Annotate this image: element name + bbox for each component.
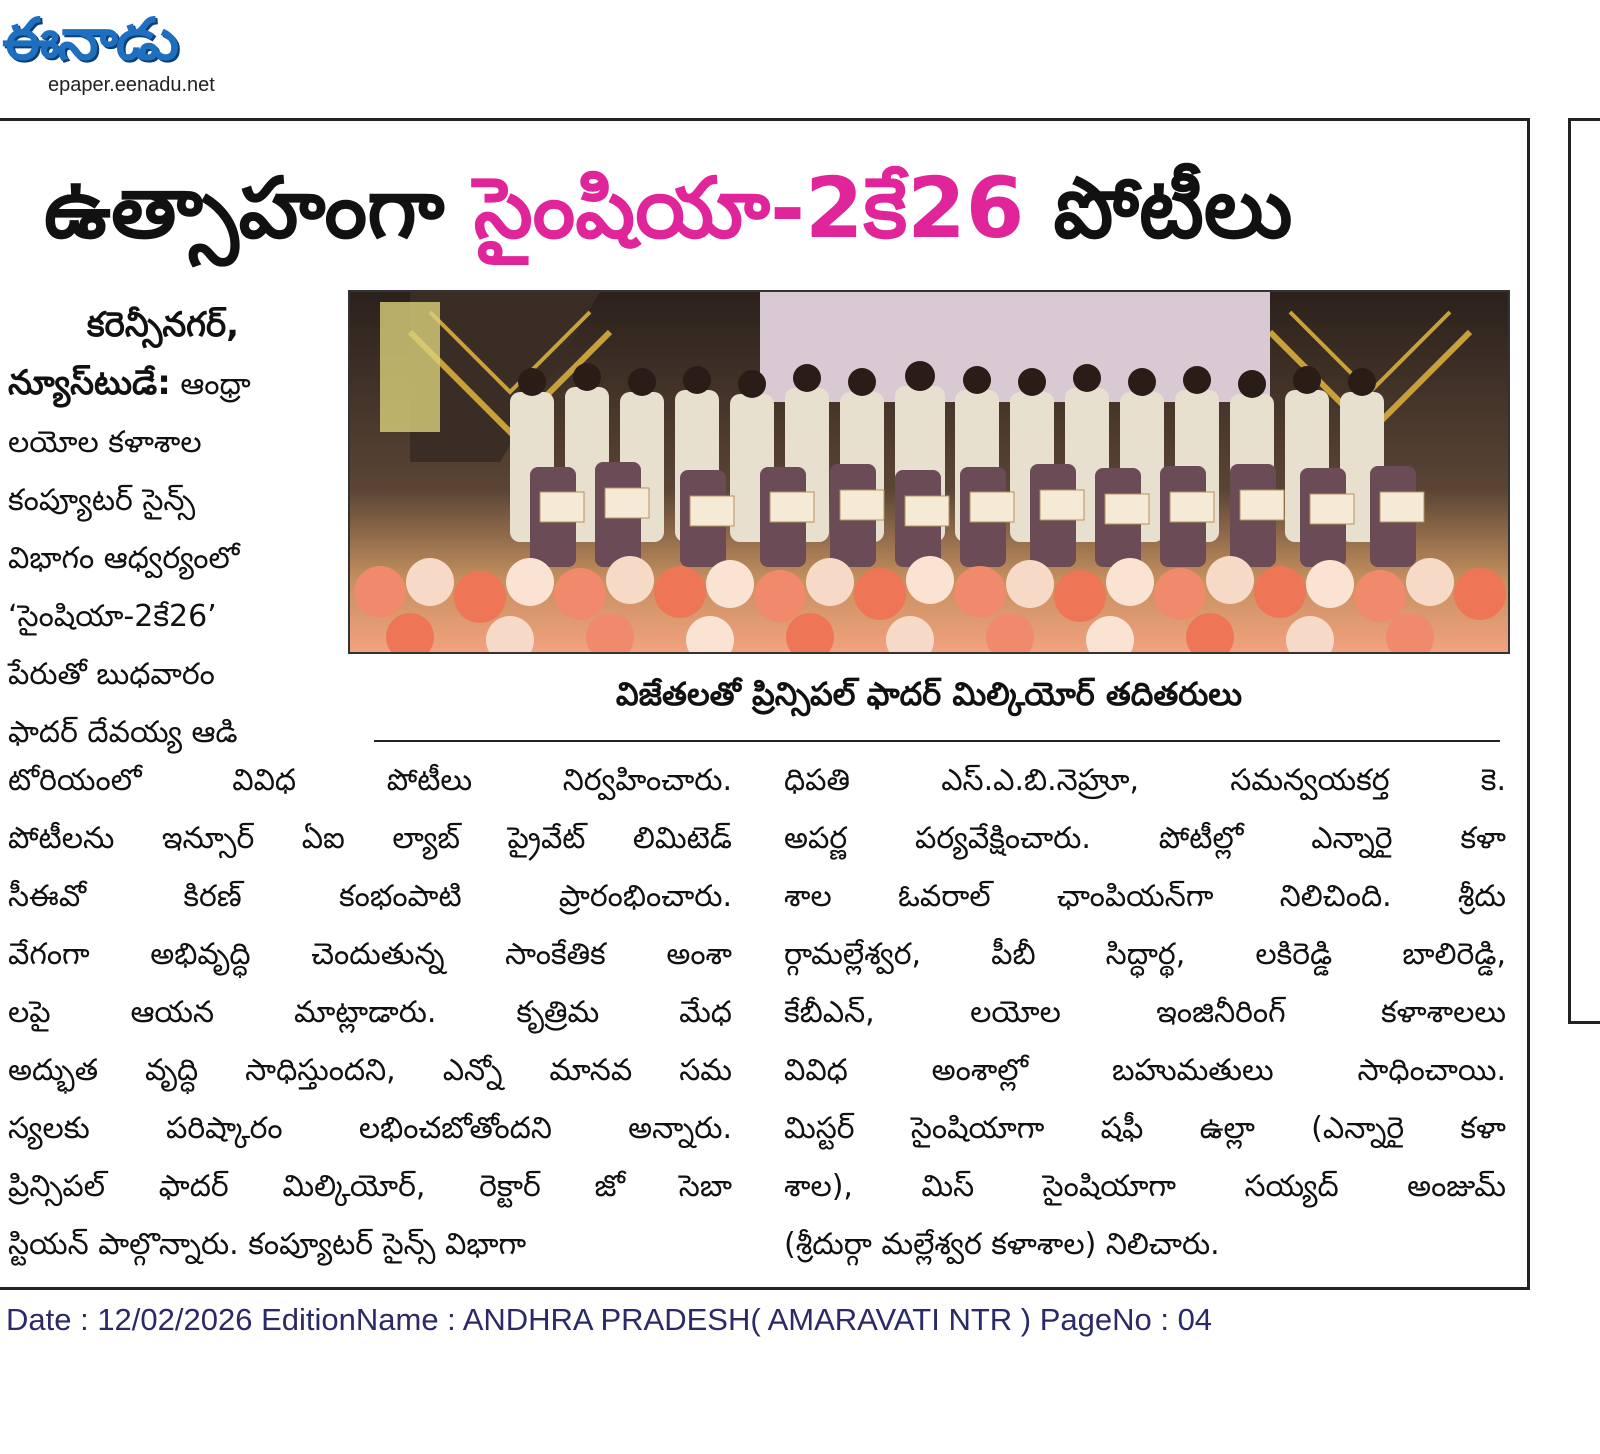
headline-part3: పోటీలు — [1053, 159, 1293, 257]
body-line: అపర్ణ పర్యవేక్షించారు. పోటీల్లో ఎన్నారై కళా — [784, 821, 1506, 856]
intro-line: విభాగం ఆధ్వర్యంలో — [8, 541, 240, 576]
body-column-right — [784, 752, 1506, 1274]
intro-line: లయోల కళాశాల — [8, 425, 202, 460]
body-line: వేగంగా అభివృద్ధి చెందుతున్న సాంకేతిక అంశా — [8, 937, 732, 972]
body-line: స్టియన్ పాల్గొన్నారు. కంప్యూటర్ సైన్స్ విభాగా — [8, 1227, 527, 1262]
body-column-left — [8, 752, 732, 1274]
body-line: అద్భుత వృద్ధి సాధిస్తుందని, ఎన్నో మానవ సమ — [8, 1053, 732, 1088]
intro-column — [8, 296, 318, 762]
body-line: పోటీలను ఇన్సూర్ ఏఐ ల్యాబ్ ప్రైవేట్ లిమిటెడ్ — [8, 821, 732, 856]
intro-line: పేరుతో బుధవారం — [8, 657, 215, 692]
body-line: (శ్రీదుర్గా మల్లేశ్వర కళాశాల) నిలిచారు. — [784, 1227, 1220, 1262]
intro-line: ఆంధ్రా — [180, 367, 251, 402]
event-photo — [348, 290, 1510, 654]
body-line: శాల), మిస్ సైంషియాగా సయ్యద్ అంజుమ్ — [784, 1169, 1506, 1204]
headline-highlight: సైంషియా-2కే26 — [473, 159, 1025, 257]
body-line: వివిధ అంశాల్లో బహుమతులు సాధించాయి. — [784, 1053, 1506, 1088]
body-line: సీఈవో కిరణ్ కంభంపాటి ప్రారంభించారు. — [8, 879, 732, 914]
headline — [44, 138, 1484, 278]
caption-divider — [374, 740, 1500, 742]
masthead — [0, 0, 300, 110]
photo-caption: విజేతలతో ప్రిన్సిపల్ ఫాదర్ మిల్కియోర్ తదితరులు — [615, 675, 1243, 713]
body-line: ప్రిన్సిపల్ ఫాదర్ మిల్కియోర్, రెక్టార్ జో సెబా — [8, 1169, 732, 1204]
dateline-source: న్యూస్‌టుడే: — [8, 363, 171, 403]
body-line: టోరియంలో వివిధ పోటీలు నిర్వహించారు. — [8, 763, 732, 798]
edition-footer: Date : 12/02/2026 EditionName : ANDHRA PRADESH( AMARAVATI NTR ) PageNo : 04 — [6, 1302, 1213, 1337]
adjacent-article-edge — [1568, 118, 1600, 1024]
body-line: శాల ఓవరాల్ ఛాంపియన్‌గా నిలిచింది. శ్రీదు — [784, 879, 1506, 914]
intro-line: ఫాదర్ దేవయ్య ఆడి — [8, 715, 238, 750]
body-line: ర్గామల్లేశ్వర, పీబీ సిద్ధార్థ, లకిరెడ్డి బాలిరెడ్డి, — [784, 937, 1506, 972]
site-url: epaper.eenadu.net — [48, 74, 215, 96]
intro-line: కంప్యూటర్ సైన్స్ — [8, 483, 196, 518]
body-line: లపై ఆయన మాట్లాడారు. కృత్రిమ మేధ — [8, 995, 732, 1030]
body-line: కేబీఎన్, లయోల ఇంజినీరింగ్ కళాశాలలు — [784, 995, 1506, 1030]
stage-illustration — [350, 292, 1510, 654]
dateline-place: కరెన్సీనగర్, — [86, 305, 240, 345]
body-line: మిస్టర్ సైంషియాగా షఫీ ఉల్లా (ఎన్నారై కళా — [784, 1111, 1506, 1146]
intro-line: ‘సైంషియా-2కే26’ — [8, 599, 217, 634]
body-line: స్యలకు పరిష్కారం లభించబోతోందని అన్నారు. — [8, 1111, 732, 1146]
body-line: ధిపతి ఎస్.ఎ.బి.నెహ్రూ, సమన్వయకర్త కె. — [784, 763, 1506, 798]
eenadu-logo: ఈనాడు — [2, 5, 177, 73]
headline-part1: ఉత్సాహంగా — [44, 159, 445, 257]
